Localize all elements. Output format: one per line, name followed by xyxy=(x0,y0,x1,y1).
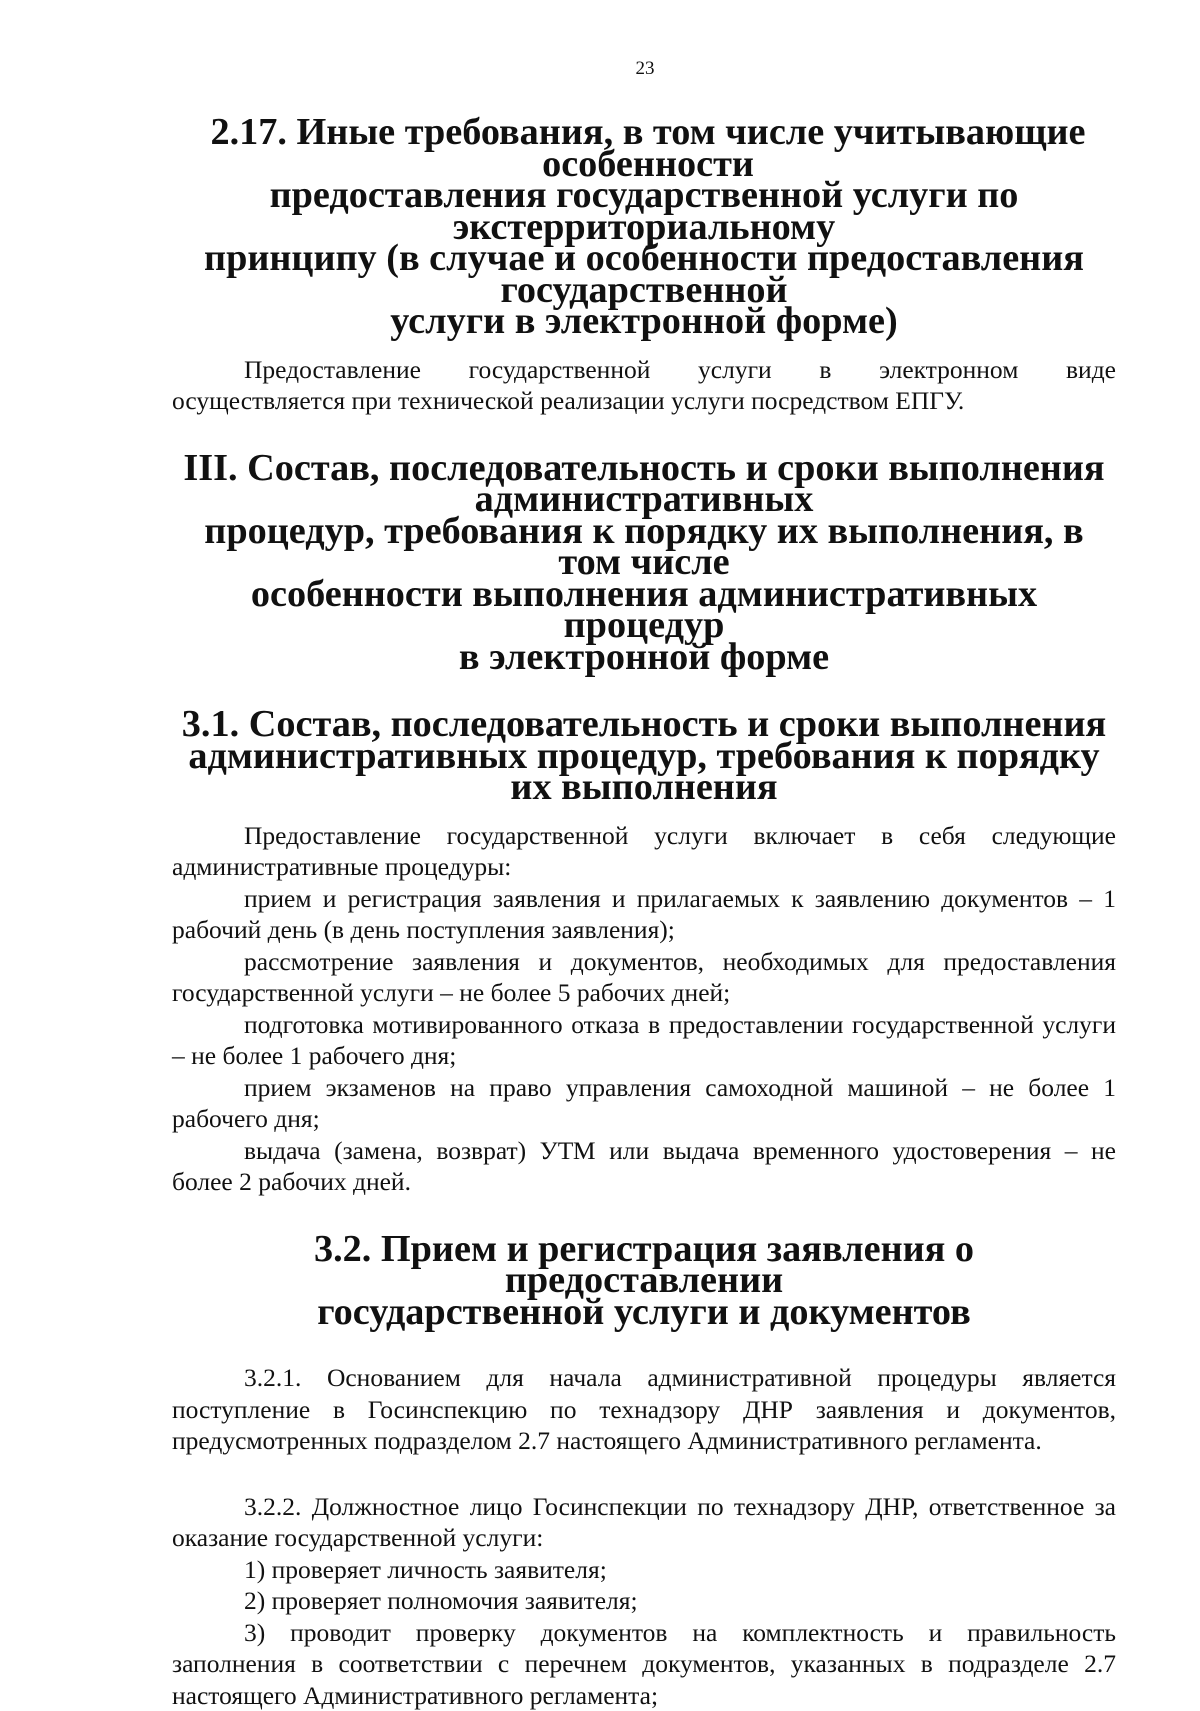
heading-line: III. Состав, последовательность и сроки выполнения административных xyxy=(172,453,1116,516)
procedure-list-item: прием экзаменов на право управления самоходной машиной – не более 1 рабочего дня; xyxy=(172,1072,1116,1135)
check-list-item: 3) проводит проверку документов на комплектность и правильность заполнения в соответствии с перечнем документов, указанных в подразделе 2.7 настоящего Административного регламента; xyxy=(172,1617,1116,1711)
procedure-list-item: рассмотрение заявления и документов, необходимых для предоставления государственной услуги – не более 5 рабочих дней; xyxy=(172,946,1116,1009)
heading-2-17 xyxy=(172,117,1116,338)
page-number: 23 xyxy=(0,58,1200,80)
paragraph-3-2-2: 3.2.2. Должностное лицо Госинспекции по технадзору ДНР, ответственное за оказание государственной услуги: xyxy=(172,1491,1116,1554)
heading-line: государственной услуги и документов xyxy=(172,1297,1116,1329)
heading-line: услуги в электронной форме) xyxy=(172,306,1116,338)
heading-line: административных процедур, требования к порядку их выполнения xyxy=(172,741,1116,804)
check-list-item: 1) проверяет личность заявителя; xyxy=(172,1554,1116,1586)
heading-line: процедур, требования к порядку их выполнения, в том числе xyxy=(172,516,1116,579)
heading-line: 3.1. Состав, последовательность и сроки выполнения xyxy=(172,709,1116,741)
heading-3-1 xyxy=(172,709,1116,804)
paragraph-2-17-line1: Предоставление государственной услуги в электронном виде xyxy=(172,354,1116,386)
check-list-item: 2) проверяет полномочия заявителя; xyxy=(172,1585,1116,1617)
page-content xyxy=(172,117,1116,1711)
paragraph-2-17-line2: осуществляется при технической реализации услуги посредством ЕПГУ. xyxy=(172,385,1116,417)
heading-line: 3.2. Прием и регистрация заявления о предоставлении xyxy=(172,1234,1116,1297)
procedure-list-item: прием и регистрация заявления и прилагаемых к заявлению документов – 1 рабочий день (в день поступления заявления); xyxy=(172,883,1116,946)
heading-line: принципу (в случае и особенности предоставления государственной xyxy=(172,243,1116,306)
heading-line: 2.17. Иные требования, в том числе учитывающие особенности xyxy=(172,117,1116,180)
heading-line: предоставления государственной услуги по экстерриториальному xyxy=(172,180,1116,243)
procedure-list-item: подготовка мотивированного отказа в предоставлении государственной услуги – не более 1 рабочего дня; xyxy=(172,1009,1116,1072)
heading-line: особенности выполнения административных процедур xyxy=(172,579,1116,642)
paragraph-3-1-intro: Предоставление государственной услуги включает в себя следующие административные процедуры: xyxy=(172,820,1116,883)
heading-3-2 xyxy=(172,1234,1116,1329)
heading-line: в электронной форме xyxy=(172,642,1116,674)
procedure-list-item: выдача (замена, возврат) УТМ или выдача временного удостоверения – не более 2 рабочих дней. xyxy=(172,1135,1116,1198)
heading-section-iii xyxy=(172,453,1116,674)
paragraph-3-2-1: 3.2.1. Основанием для начала административной процедуры является поступление в Госинспекцию по технадзору ДНР заявления и документов, предусмотренных подразделом 2.7 настоящего Административного регламента. xyxy=(172,1362,1116,1457)
